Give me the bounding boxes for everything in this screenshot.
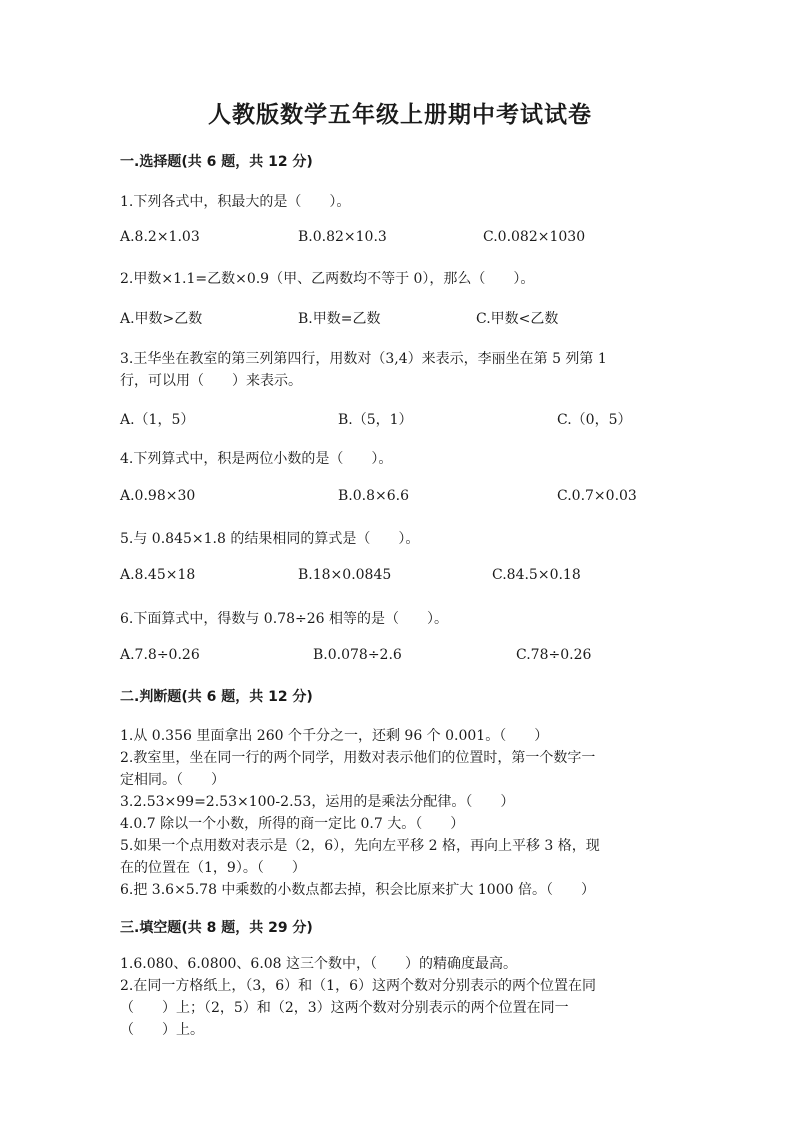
judge-line: 2.教室里，坐在同一行的两个同学，用数对表示他们的位置时，第一个数字一: [120, 750, 596, 766]
option-c: C.84.5×0.18: [492, 567, 581, 583]
option-b: B.甲数=乙数: [298, 311, 381, 327]
option-b: B.（5，1）: [338, 412, 413, 428]
judge-line: 3.2.53×99=2.53×100-2.53，运用的是乘法分配律。（ ）: [120, 794, 515, 810]
question-stem: 4.下列算式中，积是两位小数的是（ ）。: [120, 451, 393, 467]
fill-line: 1.6.080、6.0800、6.08 这三个数中，（ ）的精确度最高。: [120, 956, 518, 972]
option-c: C.0.082×1030: [483, 229, 586, 245]
option-a: A.8.45×18: [120, 567, 196, 583]
question-stem-line-2: 行，可以用（ ）来表示。: [120, 373, 302, 389]
option-b: B.0.078÷2.6: [313, 647, 402, 663]
option-a: A.（1，5）: [120, 412, 195, 428]
fill-line: （ ）上；（2，5）和（2，3）这两个数对分别表示的两个位置在同一: [120, 1000, 569, 1016]
question-stem: 1.下列各式中，积最大的是（ ）。: [120, 194, 351, 210]
section-heading-true-false: 二.判断题(共 6 题，共 12 分): [120, 689, 313, 705]
question-stem: 2.甲数×1.1=乙数×0.9（甲、乙两数均不等于 0），那么（ ）。: [120, 271, 535, 287]
option-b: B.0.8×6.6: [338, 488, 409, 504]
judge-line: 6.把 3.6×5.78 中乘数的小数点都去掉，积会比原来扩大 1000 倍。（ ）: [120, 882, 595, 898]
judge-line: 定相同。（ ）: [120, 772, 225, 788]
question-stem-line-1: 3.王华坐在教室的第三列第四行，用数对（3,4）来表示，李丽坐在第 5 列第 1: [120, 351, 607, 367]
judge-line: 4.0.7 除以一个小数，所得的商一定比 0.7 大。（ ）: [120, 816, 465, 832]
section-heading-fill-blank: 三.填空题(共 8 题，共 29 分): [120, 920, 313, 936]
fill-line: 2.在同一方格纸上，（3，6）和（1，6）这两个数对分别表示的两个位置在同: [120, 978, 596, 994]
judge-line: 5.如果一个点用数对表示是（2，6），先向左平移 2 格，再向上平移 3 格，现: [120, 838, 600, 854]
option-c: C.78÷0.26: [516, 647, 592, 663]
option-c: C.甲数<乙数: [476, 311, 559, 327]
judge-line: 在的位置在（1，9）。（ ）: [120, 860, 306, 876]
option-a: A.8.2×1.03: [120, 229, 200, 245]
option-a: A.7.8÷0.26: [120, 647, 200, 663]
option-c: C.（0，5）: [557, 412, 632, 428]
question-stem: 6.下面算式中，得数与 0.78÷26 相等的是（ ）。: [120, 611, 448, 627]
section-heading-multiple-choice: 一.选择题(共 6 题，共 12 分): [120, 154, 313, 170]
judge-line: 1.从 0.356 里面拿出 260 个千分之一，还剩 96 个 0.001。（ ）: [120, 728, 549, 744]
option-b: B.0.82×10.3: [298, 229, 387, 245]
question-stem: 5.与 0.845×1.8 的结果相同的算式是（ ）。: [120, 531, 420, 547]
option-c: C.0.7×0.03: [557, 488, 637, 504]
exam-title: 人教版数学五年级上册期中考试试卷: [208, 101, 592, 128]
option-a: A.0.98×30: [120, 488, 196, 504]
option-a: A.甲数>乙数: [120, 311, 203, 327]
fill-line: （ ）上。: [120, 1022, 204, 1038]
option-b: B.18×0.0845: [298, 567, 392, 583]
